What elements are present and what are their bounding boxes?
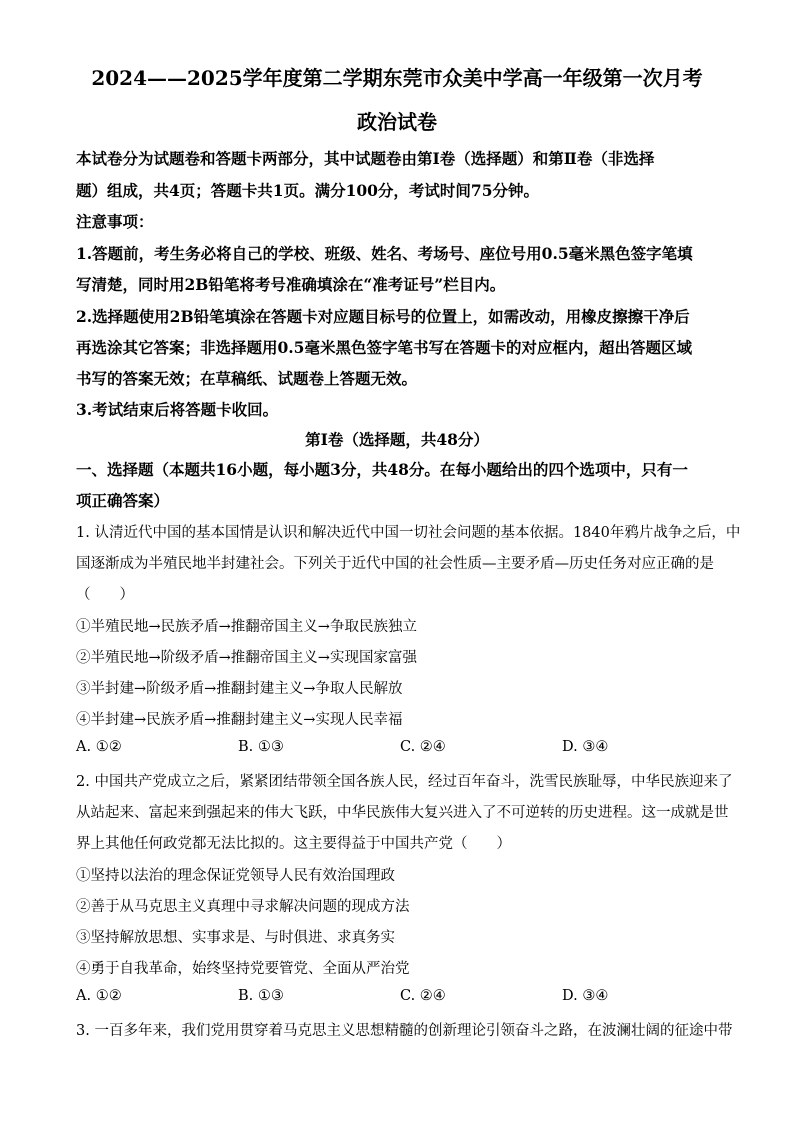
question-2-text: 从站起来、富起来到强起来的伟大飞跃，中华民族伟大复兴进入了不可逆转的历史进程。这一成就是世	[76, 805, 729, 821]
section-instruction: 一、选择题（本题共16小题，每小题3分，共48分。在每小题给出的四个选项中，只有一	[76, 460, 688, 479]
question-1-option-a: A. ①②	[76, 739, 122, 755]
question-1-option-c: C. ②④	[400, 739, 446, 755]
question-1-option-d: D. ③④	[562, 739, 609, 755]
question-2-statement: ③坚持解放思想、实事求是、与时俱进、求真务实	[76, 930, 395, 946]
notice-item: 1.答题前，考生务必将自己的学校、班级、姓名、考场号、座位号用0.5毫米黑色签字笔填	[76, 244, 693, 263]
notice-item: 3.考试结束后将答题卡收回。	[76, 400, 279, 419]
question-2-statement: ②善于从马克思主义真理中寻求解决问题的现成方法	[76, 899, 410, 915]
question-1-option-b: B. ①③	[238, 739, 284, 755]
notice-item: 书写的答案无效；在草稿纸、试题卷上答题无效。	[76, 369, 418, 388]
question-1-statement: ②半殖民地→阶级矛盾→推翻帝国主义→实现国家富强	[76, 650, 417, 666]
intro-line: 本试卷分为试题卷和答题卡两部分，其中试题卷由第Ⅰ卷（选择题）和第Ⅱ卷（非选择	[76, 149, 655, 168]
part1-heading: 第Ⅰ卷（选择题，共48分）	[305, 430, 489, 449]
question-1-statement: ④半封建→民族矛盾→推翻封建主义→实现人民幸福	[76, 712, 403, 728]
exam-title: 2024——2025学年度第二学期东莞市众美中学高一年级第一次月考	[91, 66, 703, 90]
notice-item: 2.选择题使用2B铅笔填涂在答题卡对应题目标号的位置上，如需改动，用橡皮擦擦干净后	[76, 307, 690, 326]
question-2-option-c: C. ②④	[400, 988, 446, 1004]
notice-item: 再选涂其它答案；非选择题用0.5毫米黑色签字笔书写在答题卡的对应框内，超出答题区域	[76, 338, 692, 357]
question-3-text: 3. 一百多年来，我们党用贯穿着马克思主义思想精髓的创新理论引领奋斗之路，在波澜壮阔的征途中带	[76, 1023, 733, 1039]
question-2-text: 界上其他任何政党都无法比拟的。这主要得益于中国共产党（ ）	[76, 836, 511, 852]
notice-item: 写清楚，同时用2B铅笔将考号准确填涂在“准考证号”栏目内。	[76, 275, 506, 294]
question-1-text: 1. 认清近代中国的基本国情是认识和解决近代中国一切社会问题的基本依据。1840年鸦片战争之后，中	[76, 525, 741, 541]
question-1-text: 国逐渐成为半殖民地半封建社会。下列关于近代中国的社会性质—主要矛盾—历史任务对应正确的是	[76, 556, 714, 572]
question-2-option-d: D. ③④	[562, 988, 609, 1004]
question-1-statement: ③半封建→阶级矛盾→推翻封建主义→争取人民解放	[76, 681, 403, 697]
notice-heading: 注意事项：	[76, 212, 154, 231]
section-instruction: 项正确答案）	[76, 491, 170, 510]
question-2-text: 2. 中国共产党成立之后，紧紧团结带领全国各族人民，经过百年奋斗，洗雪民族耻辱，中华民族迎来了	[76, 774, 733, 790]
question-2-option-a: A. ①②	[76, 988, 122, 1004]
question-2-statement: ④勇于自我革命，始终坚持党要管党、全面从严治党	[76, 961, 410, 977]
exam-subtitle: 政治试卷	[357, 110, 437, 134]
question-1-text: （ ）	[76, 587, 134, 603]
question-2-statement: ①坚持以法治的理念保证党领导人民有效治国理政	[76, 868, 395, 884]
question-1-statement: ①半殖民地→民族矛盾→推翻帝国主义→争取民族独立	[76, 619, 417, 635]
intro-line: 题）组成，共4页；答题卡共1页。满分100分，考试时间75分钟。	[76, 181, 539, 200]
question-2-option-b: B. ①③	[238, 988, 284, 1004]
